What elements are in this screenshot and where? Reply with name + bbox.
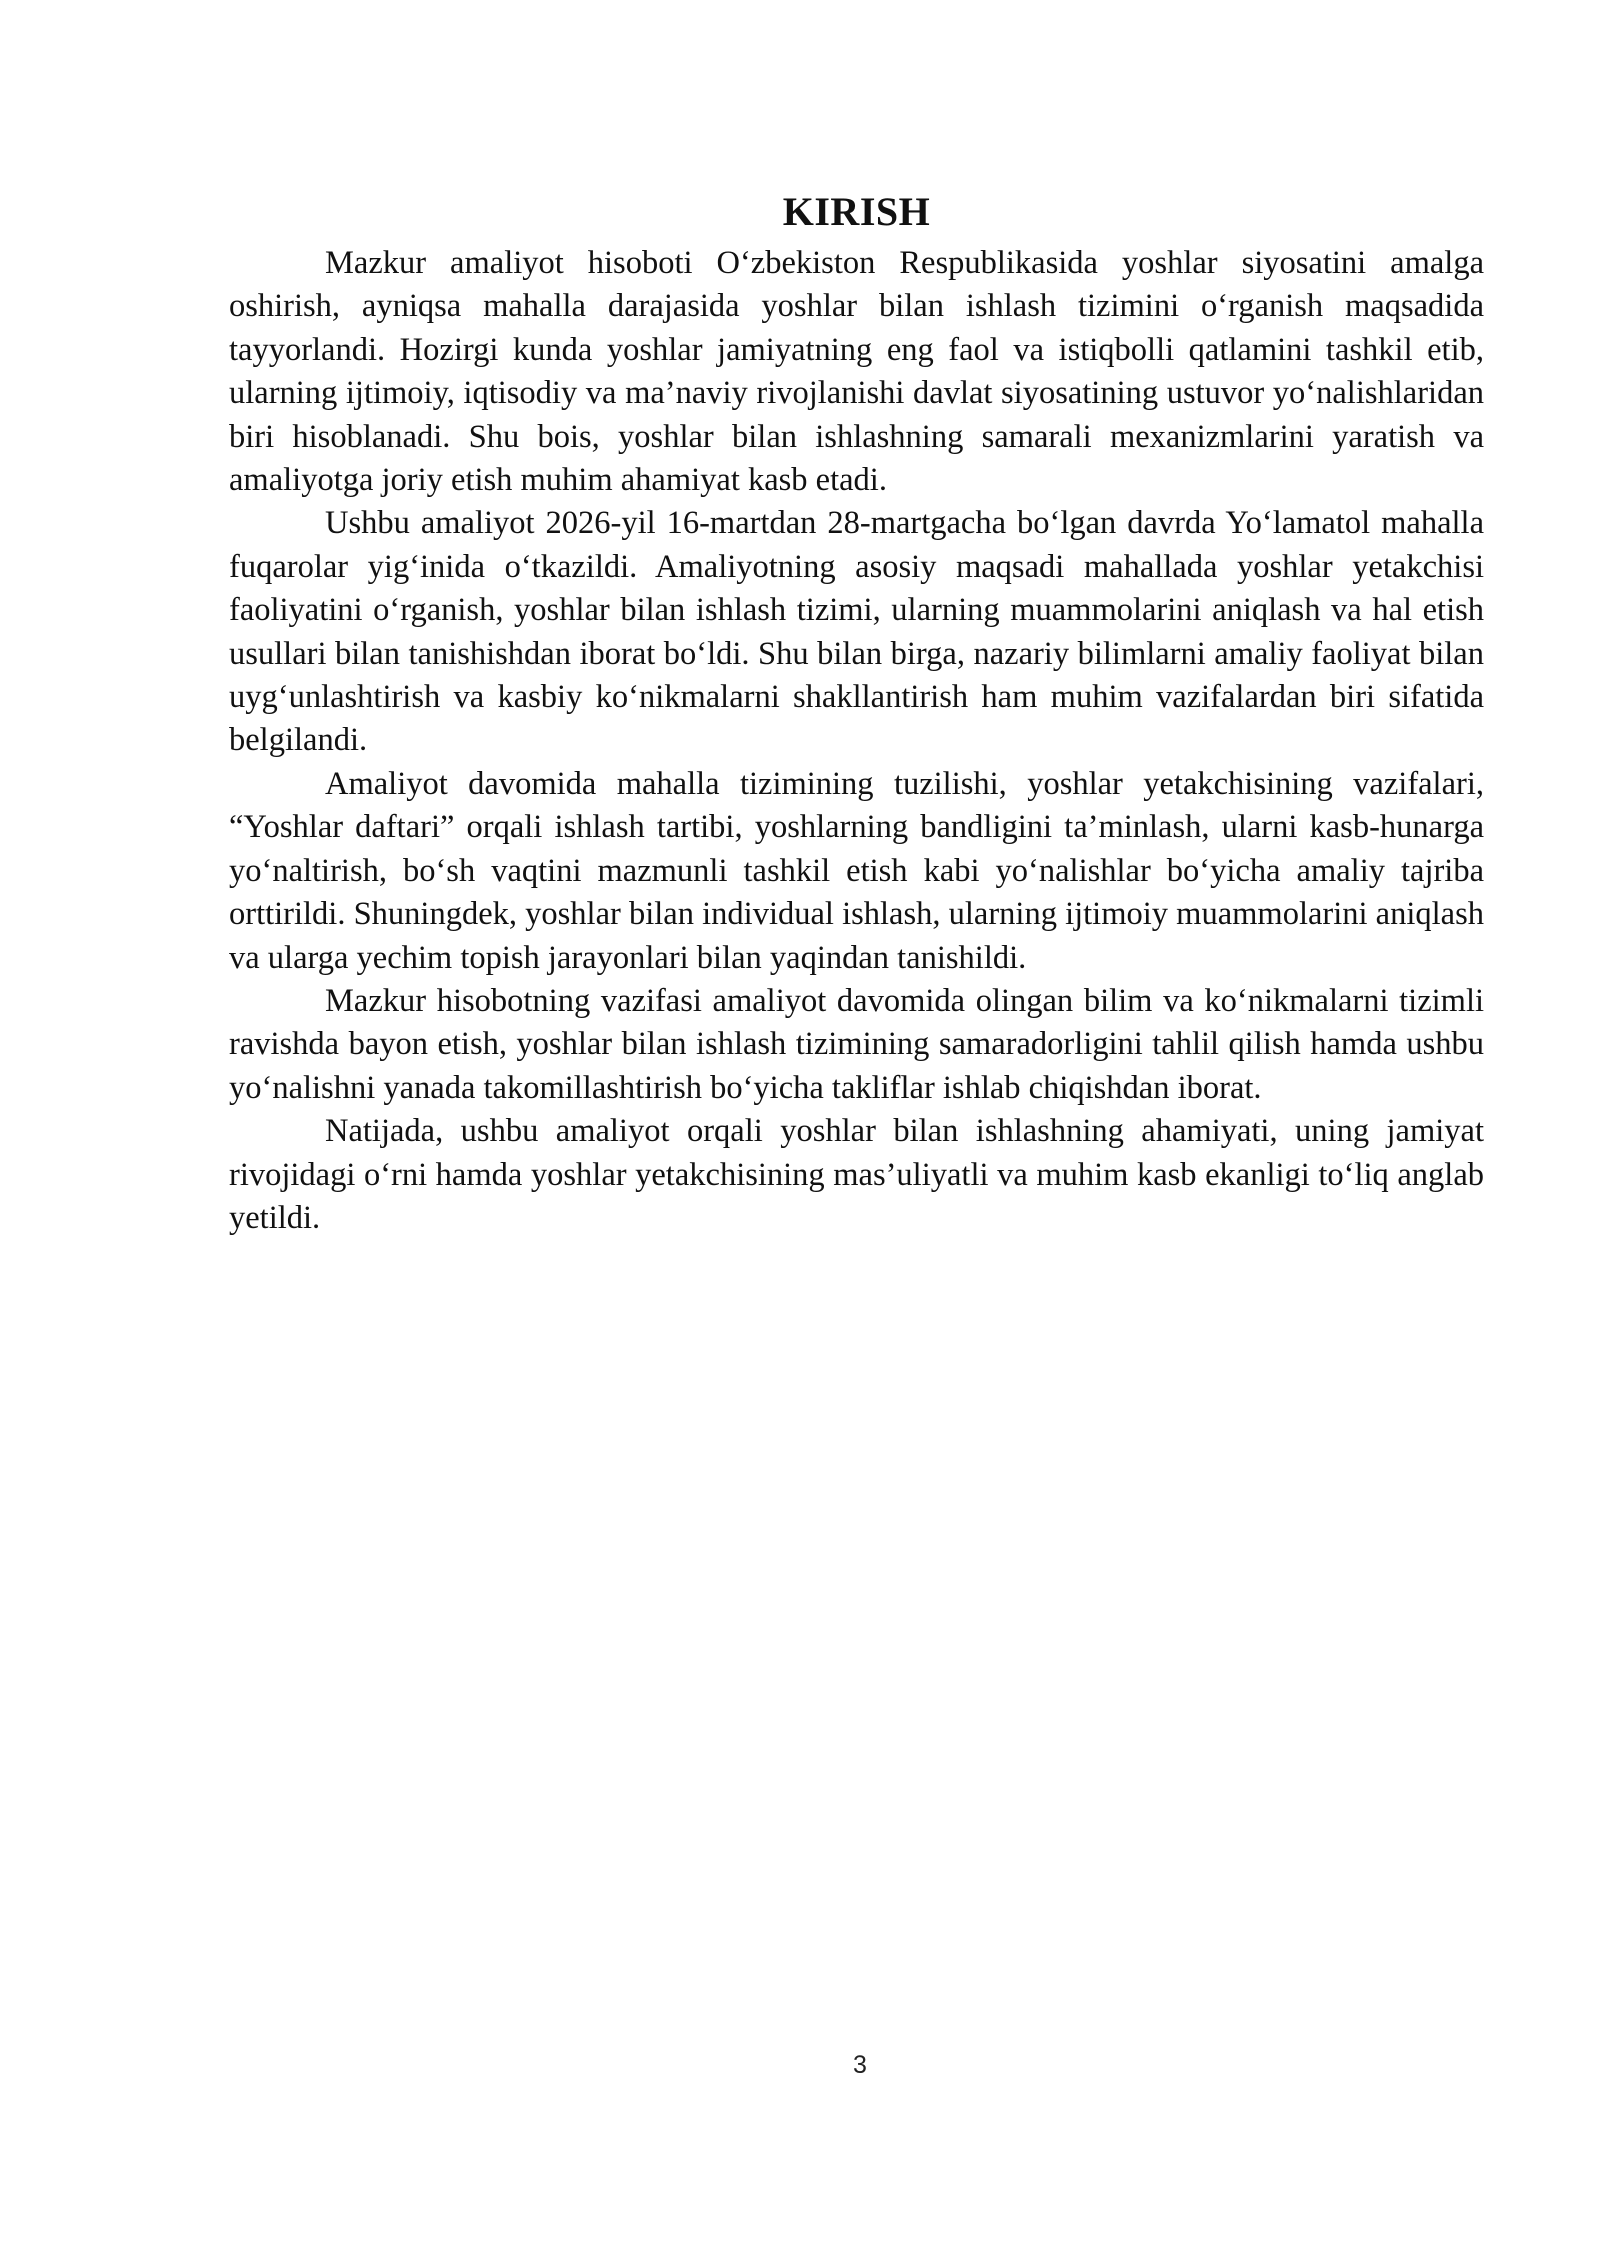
paragraph-1: Mazkur amaliyot hisoboti O‘zbekiston Respublikasida yoshlar siyosatini amalga oshirish, ayniqsa mahalla darajasida yoshlar bilan ishlash tizimini o‘rganish maqsadida tayyorlandi. Hozirgi kunda yoshlar jamiyatning eng faol va istiqbolli qatlamini tashkil etib, ularning ijtimoiy, iqtisodiy va ma’naviy rivojlanishi davlat siyosatining ustuvor yo‘nalishlaridan biri hisoblanadi. Shu bois, yoshlar bilan ishlashning samarali mexanizmlarini yaratish va amaliyotga joriy etish muhim ahamiyat kasb etadi. — [229, 245, 1484, 499]
page-number: 3 — [853, 2051, 867, 2079]
page-content — [229, 182, 1484, 1240]
paragraph-5: Natijada, ushbu amaliyot orqali yoshlar bilan ishlashning ahamiyati, uning jamiyat rivojidagi o‘rni hamda yoshlar yetakchisining mas’uliyatli va muhim kasb ekanligi to‘liq anglab yetildi. — [229, 1113, 1484, 1236]
paragraph-3: Amaliyot davomida mahalla tizimining tuzilishi, yoshlar yetakchisining vazifalari, “Yoshlar daftari” orqali ishlash tartibi, yoshlarning bandligini ta’minlash, ularni kasb-hunarga yo‘naltirish, bo‘sh vaqtini mazmunli tashkil etish kabi yo‘nalishlar bo‘yicha amaliy tajriba orttirildi. Shuningdek, yoshlar bilan individual ishlash, ularning ijtimoiy muammolarini aniqlash va ularga yechim topish jarayonlari bilan yaqindan tanishildi. — [229, 765, 1484, 976]
section-title: KIRISH — [782, 189, 931, 234]
paragraph-2: Ushbu amaliyot 2026-yil 16-martdan 28-martgacha bo‘lgan davrda Yo‘lamatol mahalla fuqarolar yig‘inida o‘tkazildi. Amaliyotning asosiy maqsadi mahallada yoshlar yetakchisi faoliyatini o‘rganish, yoshlar bilan ishlash tizimi, ularning muammolarini aniqlash va hal etish usullari bilan tanishishdan iborat bo‘ldi. Shu bilan birga, nazariy bilimlarni amaliy faoliyat bilan uyg‘unlashtirish va kasbiy ko‘nikmalarni shakllantirish ham muhim vazifalardan biri sifatida belgilandi. — [229, 505, 1484, 759]
paragraph-4: Mazkur hisobotning vazifasi amaliyot davomida olingan bilim va ko‘nikmalarni tizimli ravishda bayon etish, yoshlar bilan ishlash tizimining samaradorligini tahlil qilish hamda ushbu yo‘nalishni yanada takomillashtirish bo‘yicha takliflar ishlab chiqishdan iborat. — [229, 982, 1484, 1106]
